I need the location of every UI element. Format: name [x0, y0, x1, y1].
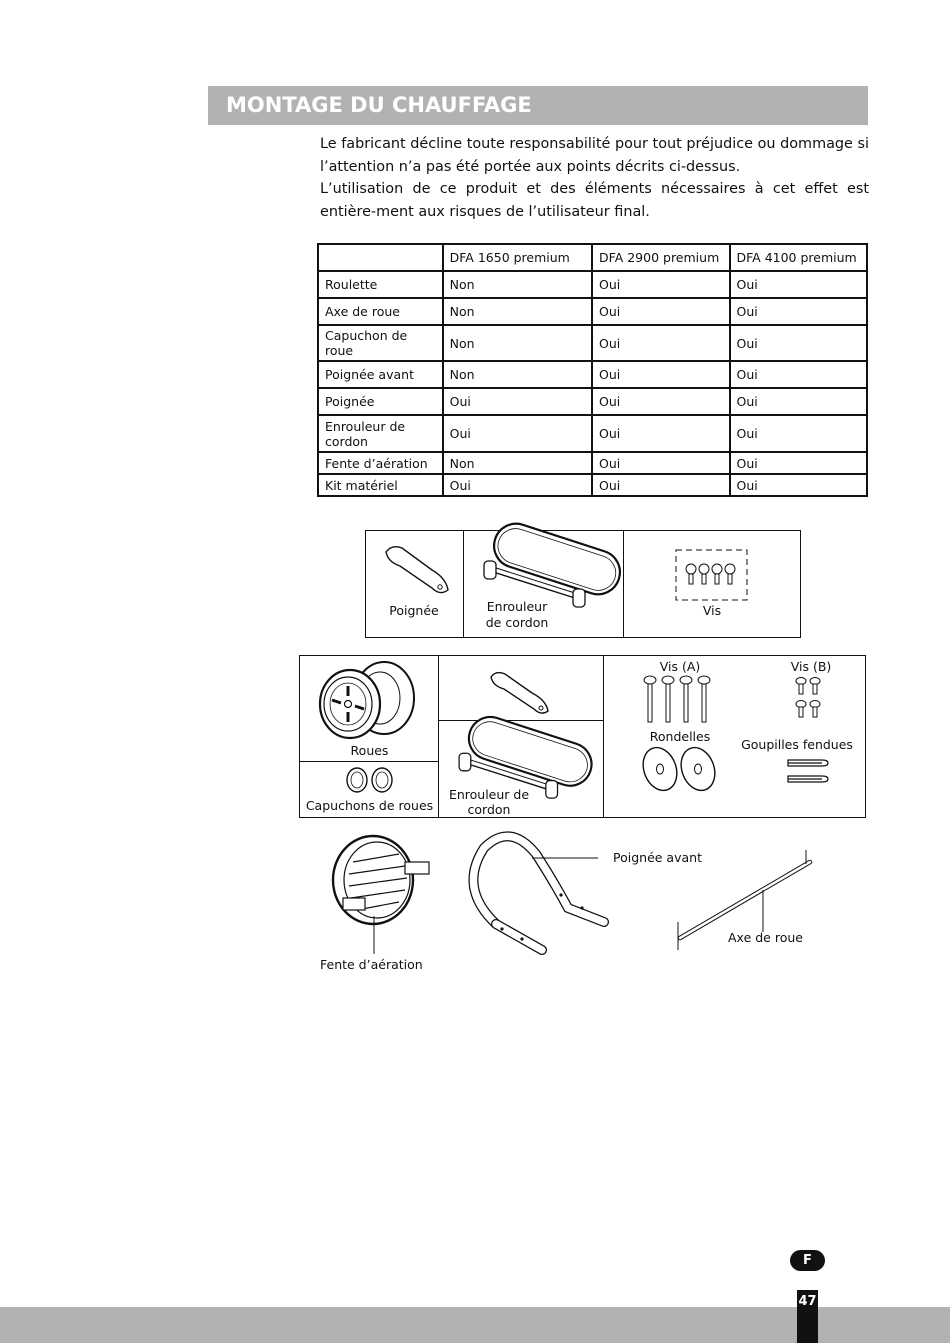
table-row [318, 271, 867, 298]
table-cell: Oui [592, 474, 729, 496]
washers-icon [640, 744, 722, 794]
table-cell: Poignée [318, 388, 443, 415]
parts-divider [438, 720, 604, 721]
section-title: MONTAGE DU CHAUFFAGE [226, 93, 532, 117]
label-axe: Axe de roue [728, 930, 803, 945]
label-enrouleur: de cordon [485, 615, 549, 630]
label-rondelles: Rondelles [649, 729, 711, 744]
label-fente: Fente d’aération [320, 957, 423, 972]
table-cell: Oui [592, 415, 729, 452]
label-poignee: Poignée [389, 603, 439, 618]
table-cell: Oui [443, 474, 592, 496]
table-header-cell: DFA 2900 premium [592, 244, 729, 271]
table-row [318, 361, 867, 388]
table-cell: Oui [592, 298, 729, 325]
label-goupilles: Goupilles fendues [741, 737, 853, 752]
table-cell: Oui [730, 415, 868, 452]
front-handle-icon [458, 828, 618, 960]
screws-b-icon [794, 676, 824, 722]
table-cell: Kit matériel [318, 474, 443, 496]
table-cell: Poignée avant [318, 361, 443, 388]
table-cell: Oui [730, 325, 868, 361]
table-cell: Oui [730, 361, 868, 388]
label-vis-a: Vis (A) [659, 659, 701, 674]
table-cell: Non [443, 325, 592, 361]
intro-paragraph: L’utilisation de ce produit et des éléments nécessaires à cet effet est entière-ment aux risques de l’utilisateur final. [320, 181, 869, 220]
table-header-cell: DFA 1650 premium [443, 244, 592, 271]
handle-icon [380, 540, 460, 600]
table-cell: Axe de roue [318, 298, 443, 325]
language-badge: F [790, 1250, 825, 1271]
intro-text [320, 133, 869, 223]
label-enrouleur: Enrouleur de [448, 787, 530, 802]
handle-icon [486, 667, 558, 717]
table-row [318, 388, 867, 415]
table-cell: Oui [592, 325, 729, 361]
page-number: 47 [797, 1290, 818, 1343]
table-row [318, 415, 867, 452]
table-row [318, 325, 867, 361]
label-capuchons: Capuchons de roues [305, 798, 434, 813]
parts-divider [623, 530, 624, 638]
label-vis: Vis [702, 603, 722, 618]
table-cell: Fente d’aération [318, 452, 443, 474]
screws-a-icon [640, 674, 716, 726]
table-cell: Oui [730, 452, 868, 474]
table-cell: Roulette [318, 271, 443, 298]
label-poignee-avant: Poignée avant [613, 850, 702, 865]
table-cell: Oui [592, 361, 729, 388]
table-cell: Non [443, 271, 592, 298]
table-cell: Oui [592, 271, 729, 298]
label-roues: Roues [350, 743, 389, 758]
intro-paragraph: Le fabricant décline toute responsabilité pour tout préjudice ou dommage si l’attention n’a pas été portée aux points décrits ci-dessus. [320, 136, 869, 175]
vent-icon [325, 832, 435, 956]
label-enrouleur: Enrouleur [486, 599, 548, 614]
parts-divider [463, 530, 464, 638]
table-row [318, 474, 867, 496]
parts-divider [603, 655, 604, 818]
wheel-caps-icon [344, 765, 396, 795]
table-row [318, 452, 867, 474]
table-cell: Oui [730, 474, 868, 496]
cotter-pins-icon [784, 754, 834, 788]
table-cell: Oui [730, 298, 868, 325]
table-cell: Non [443, 361, 592, 388]
table-header-cell [318, 244, 443, 271]
table-cell: Oui [730, 388, 868, 415]
table-cell: Oui [443, 415, 592, 452]
label-enrouleur: cordon [467, 802, 511, 817]
table-cell: Capuchon de roue [318, 325, 443, 361]
label-vis-b: Vis (B) [790, 659, 832, 674]
table-cell: Oui [592, 388, 729, 415]
parts-divider [438, 655, 439, 818]
table-header-cell: DFA 4100 premium [730, 244, 868, 271]
table-header-row [318, 244, 867, 271]
table-cell: Oui [730, 271, 868, 298]
table-row [318, 298, 867, 325]
table-cell: Oui [443, 388, 592, 415]
table-cell: Oui [592, 452, 729, 474]
table-cell: Non [443, 298, 592, 325]
wheels-icon [316, 660, 420, 740]
table-cell: Enrouleur de cordon [318, 415, 443, 452]
table-cell: Non [443, 452, 592, 474]
screws-icon [674, 548, 750, 604]
features-table [317, 243, 868, 497]
parts-divider [299, 761, 439, 762]
section-title-bar [208, 86, 868, 125]
